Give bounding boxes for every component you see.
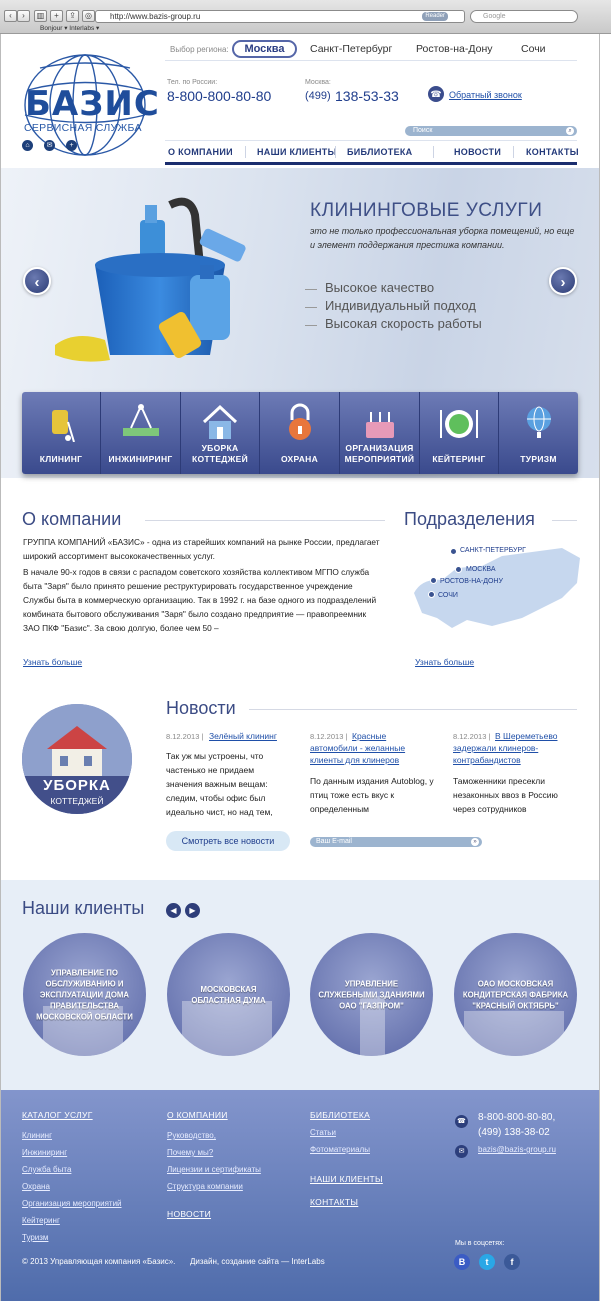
footer-library-head[interactable]: БИБЛИОТЕКА bbox=[310, 1110, 371, 1120]
hero-point: Высокая скорость работы bbox=[325, 316, 482, 331]
footer-contacts-head[interactable]: КОНТАКТЫ bbox=[310, 1197, 359, 1207]
divisions-title: Подразделения bbox=[404, 509, 535, 529]
nav-about[interactable]: О КОМПАНИИ bbox=[168, 147, 233, 157]
news-title: Новости bbox=[166, 698, 236, 718]
social-label: Мы в соцсетях: bbox=[455, 1240, 505, 1247]
promo-subtitle: КОТТЕДЖЕЙ bbox=[50, 796, 104, 806]
news-date: 8.12.2013 | bbox=[310, 732, 348, 741]
phone-russia: 8-800-800-80-80 bbox=[167, 88, 272, 104]
banner-prev-arrow-icon[interactable]: ‹ bbox=[23, 267, 51, 295]
service-label bbox=[181, 443, 259, 465]
divider bbox=[552, 520, 577, 521]
region-rostov[interactable]: Ростов-на-Дону bbox=[416, 43, 493, 55]
map-marker-icon[interactable] bbox=[450, 548, 457, 555]
footer-link[interactable]: Кейтеринг bbox=[22, 1216, 60, 1225]
client-name: МОСКОВСКАЯ ОБЛАСТНАЯ ДУМА bbox=[191, 984, 266, 1005]
client-name: УПРАВЛЕНИЕ ПО ОБСЛУЖИВАНИЮ И ЭКСПЛУАТАЦИИ ДОМА ПРАВИТЕЛЬСТВА МОСКОВСКОЙ ОБЛАСТИ bbox=[36, 968, 133, 1021]
footer-link[interactable]: Структура компании bbox=[167, 1182, 243, 1191]
service-label-line: УБОРКА bbox=[201, 443, 239, 453]
about-paragraph: В начале 90-х годов в связи с распадом советского хозяйства коллективом МГПО служба быта "Заря" было принято решение реструктурировать государственное учреждение Службы быта в коммерческую организацию. Так в 1992 г. на базе одного из подразделений комбината бытового обслуживания "Заря" было создано предприятие — правопреемник ЗАО ПКФ "Базис". За свою долгую, более чем 50 – bbox=[23, 567, 377, 633]
news-link[interactable]: Красные автомобили - желанные клиенты для клинеров bbox=[310, 731, 406, 765]
region-moscow[interactable]: Москва bbox=[232, 40, 297, 58]
house-icon bbox=[200, 402, 240, 442]
footer-link[interactable]: Почему мы? bbox=[167, 1148, 214, 1157]
service-label: ТУРИЗМ bbox=[520, 454, 557, 464]
nav-separator bbox=[433, 146, 434, 158]
compass-ruler-icon bbox=[121, 402, 161, 442]
client-card[interactable] bbox=[310, 933, 433, 1056]
footer-about-head[interactable]: О КОМПАНИИ bbox=[167, 1110, 228, 1120]
footer-news-head[interactable]: НОВОСТИ bbox=[167, 1209, 212, 1219]
reader-button[interactable]: Reader bbox=[422, 12, 448, 21]
mail-icon[interactable]: ✉ bbox=[44, 140, 55, 151]
clients-next-icon[interactable]: ▶ bbox=[185, 903, 200, 918]
search-placeholder: Поиск bbox=[413, 127, 433, 134]
service-cleaning[interactable] bbox=[22, 392, 101, 474]
hero-title: КЛИНИНГОВЫЕ УСЛУГИ bbox=[310, 200, 543, 221]
city-sochi[interactable]: СОЧИ bbox=[438, 592, 458, 599]
cake-icon bbox=[360, 402, 400, 442]
city-spb[interactable]: САНКТ-ПЕТЕРБУРГ bbox=[460, 547, 526, 554]
footer-link[interactable]: Туризм bbox=[22, 1233, 49, 1242]
copyright: © 2013 Управляющая компания «Базис». bbox=[22, 1257, 176, 1266]
plate-icon bbox=[437, 402, 481, 442]
hero-description: это не только профессиональная уборка помещений, но еще и элемент поддержания престижа компании. bbox=[310, 226, 575, 250]
news-link[interactable]: Зелёный клининг bbox=[209, 731, 277, 741]
bullet-dash bbox=[305, 289, 317, 290]
news-text: Таможенники пресекли незаконных ввоз в Россию через сотрудников bbox=[453, 776, 558, 814]
region-sochi[interactable]: Сочи bbox=[521, 43, 546, 55]
mop-icon bbox=[44, 402, 78, 442]
divider bbox=[249, 709, 577, 710]
browser-toolbar bbox=[0, 0, 611, 34]
cleaning-bucket-image bbox=[50, 195, 270, 370]
divider bbox=[165, 60, 577, 61]
service-label: КЛИНИНГ bbox=[39, 454, 83, 464]
phone-icon: ☎ bbox=[455, 1115, 468, 1128]
client-name: ОАО МОСКОВСКАЯ КОНДИТЕРСКАЯ ФАБРИКА "КРАСНЫЙ ОКТЯБРЬ" bbox=[462, 979, 569, 1010]
news-text: По данным издания Autoblog, у птиц тоже есть вкус к определенным bbox=[310, 776, 434, 814]
footer-catalog-head[interactable]: КАТАЛОГ УСЛУГ bbox=[22, 1110, 93, 1120]
all-news-button[interactable]: Смотреть все новости bbox=[166, 831, 290, 851]
promo-cottages[interactable] bbox=[22, 704, 132, 814]
hero-point: Высокое качество bbox=[325, 280, 435, 295]
nav-news[interactable]: НОВОСТИ bbox=[454, 147, 502, 157]
phone-moscow-code: (499) bbox=[305, 90, 331, 102]
bullet-dash bbox=[305, 325, 317, 326]
city-moscow[interactable]: МОСКВА bbox=[466, 566, 496, 573]
nav-library[interactable]: БИБЛИОТЕКА bbox=[347, 147, 413, 157]
news-date: 8.12.2013 | bbox=[453, 732, 491, 741]
main-nav bbox=[165, 140, 577, 165]
phone-russia-label: Тел. по России: bbox=[167, 79, 218, 86]
service-label-line: ОРГАНИЗАЦИЯ bbox=[345, 443, 414, 453]
client-card[interactable] bbox=[454, 933, 577, 1056]
about-paragraph: ГРУППА КОМПАНИЙ «БАЗИС» - одна из старейших компаний на рынке России, предлагает широкий ассортимент высококачественных услуг. bbox=[23, 537, 380, 561]
footer-link[interactable]: Инжиниринг bbox=[22, 1148, 68, 1157]
callback-link[interactable]: Обратный звонок bbox=[449, 90, 522, 100]
banner-next-arrow-icon[interactable]: › bbox=[549, 267, 577, 295]
service-label-line: КОТТЕДЖЕЙ bbox=[191, 454, 249, 464]
service-security[interactable] bbox=[260, 392, 340, 474]
city-rostov[interactable]: РОСТОВ-НА-ДОНУ bbox=[440, 578, 503, 585]
logo-text[interactable]: БАЗИС bbox=[25, 84, 160, 124]
service-engineering[interactable] bbox=[101, 392, 181, 474]
share-icon[interactable]: ⇪ bbox=[66, 10, 79, 22]
footer-link[interactable]: Руководство, bbox=[167, 1131, 216, 1140]
email-input[interactable] bbox=[310, 837, 482, 847]
region-label: Выбор региона: bbox=[170, 45, 229, 54]
map-marker-icon[interactable] bbox=[430, 577, 437, 584]
facebook-icon[interactable]: f bbox=[504, 1254, 520, 1270]
footer-link[interactable]: Клининг bbox=[22, 1131, 53, 1140]
nav-contacts[interactable]: КОНТАКТЫ bbox=[526, 147, 579, 157]
divider bbox=[145, 520, 385, 521]
about-text bbox=[23, 535, 385, 637]
footer-link[interactable]: Статьи bbox=[310, 1128, 336, 1137]
news-link[interactable]: В Шереметьево задержали клинеров-контрабандистов bbox=[453, 731, 558, 765]
search-icon[interactable]: ⌕ bbox=[566, 127, 574, 135]
service-events[interactable] bbox=[340, 392, 420, 474]
divisions-more-link[interactable]: Узнать больше bbox=[415, 657, 475, 667]
service-label: ИНЖИНИРИНГ bbox=[108, 454, 173, 464]
bookmarks-icon[interactable]: ▥ bbox=[34, 10, 47, 22]
service-label: ОХРАНА bbox=[280, 454, 319, 464]
globe-icon bbox=[521, 402, 557, 442]
about-title: О компании bbox=[22, 509, 122, 529]
client-name: УПРАВЛЕНИЕ СЛУЖЕБНЫМИ ЗДАНИЯМИ ОАО "ГАЗПРОМ" bbox=[318, 979, 425, 1010]
services-bar bbox=[22, 392, 578, 474]
region-spb[interactable]: Санкт-Петербург bbox=[310, 43, 393, 55]
forward-icon[interactable]: › bbox=[17, 10, 30, 22]
footer-phone2: (499) 138-38-02 bbox=[478, 1127, 550, 1138]
phone-moscow: 138-53-33 bbox=[335, 88, 399, 104]
footer-phone1: 8-800-800-80-80, bbox=[478, 1112, 556, 1123]
submit-arrow-icon[interactable]: » bbox=[471, 838, 479, 846]
nav-separator bbox=[245, 146, 246, 158]
nav-separator bbox=[335, 146, 336, 158]
url-bar[interactable] bbox=[95, 10, 465, 23]
news-date: 8.12.2013 | bbox=[166, 732, 204, 741]
map-marker-icon[interactable] bbox=[455, 566, 462, 573]
lock-icon bbox=[283, 402, 317, 442]
hero-point: Индивидуальный подход bbox=[325, 298, 476, 313]
service-label-line: МЕРОПРИЯТИЙ bbox=[344, 454, 415, 464]
bookmarks-bar[interactable]: Bonjour ▾ Interlabs ▾ bbox=[40, 25, 100, 32]
clients-prev-icon[interactable]: ◀ bbox=[166, 903, 181, 918]
credits-link[interactable]: Дизайн, создание сайта — InterLabs bbox=[190, 1257, 325, 1266]
client-card[interactable] bbox=[167, 933, 290, 1056]
home-icon[interactable]: ⌂ bbox=[22, 140, 33, 151]
map-marker-icon[interactable] bbox=[428, 591, 435, 598]
nav-clients[interactable]: НАШИ КЛИЕНТЫ bbox=[257, 147, 337, 157]
bullet-dash bbox=[305, 307, 317, 308]
twitter-icon[interactable]: t bbox=[479, 1254, 495, 1270]
phone-icon[interactable]: ☎ bbox=[428, 86, 444, 102]
logo-subtitle: СЕРВИСНАЯ СЛУЖБА bbox=[24, 122, 142, 134]
service-label: КЕЙТЕРИНГ bbox=[432, 454, 486, 464]
footer-email[interactable]: bazis@bazis-group.ru bbox=[478, 1145, 556, 1154]
service-label bbox=[340, 443, 419, 465]
footer-link[interactable]: Организация мероприятий bbox=[22, 1199, 122, 1208]
service-catering[interactable] bbox=[420, 392, 499, 474]
url-text: http://www.bazis-group.ru bbox=[110, 12, 201, 21]
phone-moscow-label: Москва: bbox=[305, 79, 331, 86]
clients-title: Наши клиенты bbox=[22, 898, 145, 918]
vk-icon[interactable]: B bbox=[454, 1254, 470, 1270]
promo-title: УБОРКА bbox=[43, 777, 111, 794]
about-more-link[interactable]: Узнать больше bbox=[23, 657, 83, 667]
browser-search-input[interactable]: Google bbox=[470, 10, 578, 23]
service-cottages[interactable] bbox=[181, 392, 260, 474]
settings-icon[interactable]: ◎ bbox=[82, 10, 95, 22]
search-input[interactable] bbox=[405, 126, 577, 136]
service-tourism[interactable] bbox=[499, 392, 578, 474]
footer-link[interactable]: Фотоматериалы bbox=[310, 1145, 370, 1154]
footer-link[interactable]: Охрана bbox=[22, 1182, 50, 1191]
back-icon[interactable]: ‹ bbox=[4, 10, 17, 22]
nav-separator bbox=[513, 146, 514, 158]
footer-link[interactable]: Лицензии и сертификаты bbox=[167, 1165, 261, 1174]
footer-link[interactable]: Служба быта bbox=[22, 1165, 72, 1174]
sitemap-icon[interactable]: + bbox=[66, 140, 77, 151]
client-card[interactable] bbox=[23, 933, 146, 1056]
mail-icon: ✉ bbox=[455, 1145, 468, 1158]
news-text: Так уж мы устроены, что частенько не придаем значения важным вещам: следим, чтобы офис был идеально чист, но над тем, bbox=[166, 751, 273, 817]
footer-clients-head[interactable]: НАШИ КЛИЕНТЫ bbox=[310, 1174, 383, 1184]
email-placeholder: Ваш E-mail bbox=[316, 838, 352, 845]
add-tab-icon[interactable]: + bbox=[50, 10, 63, 22]
